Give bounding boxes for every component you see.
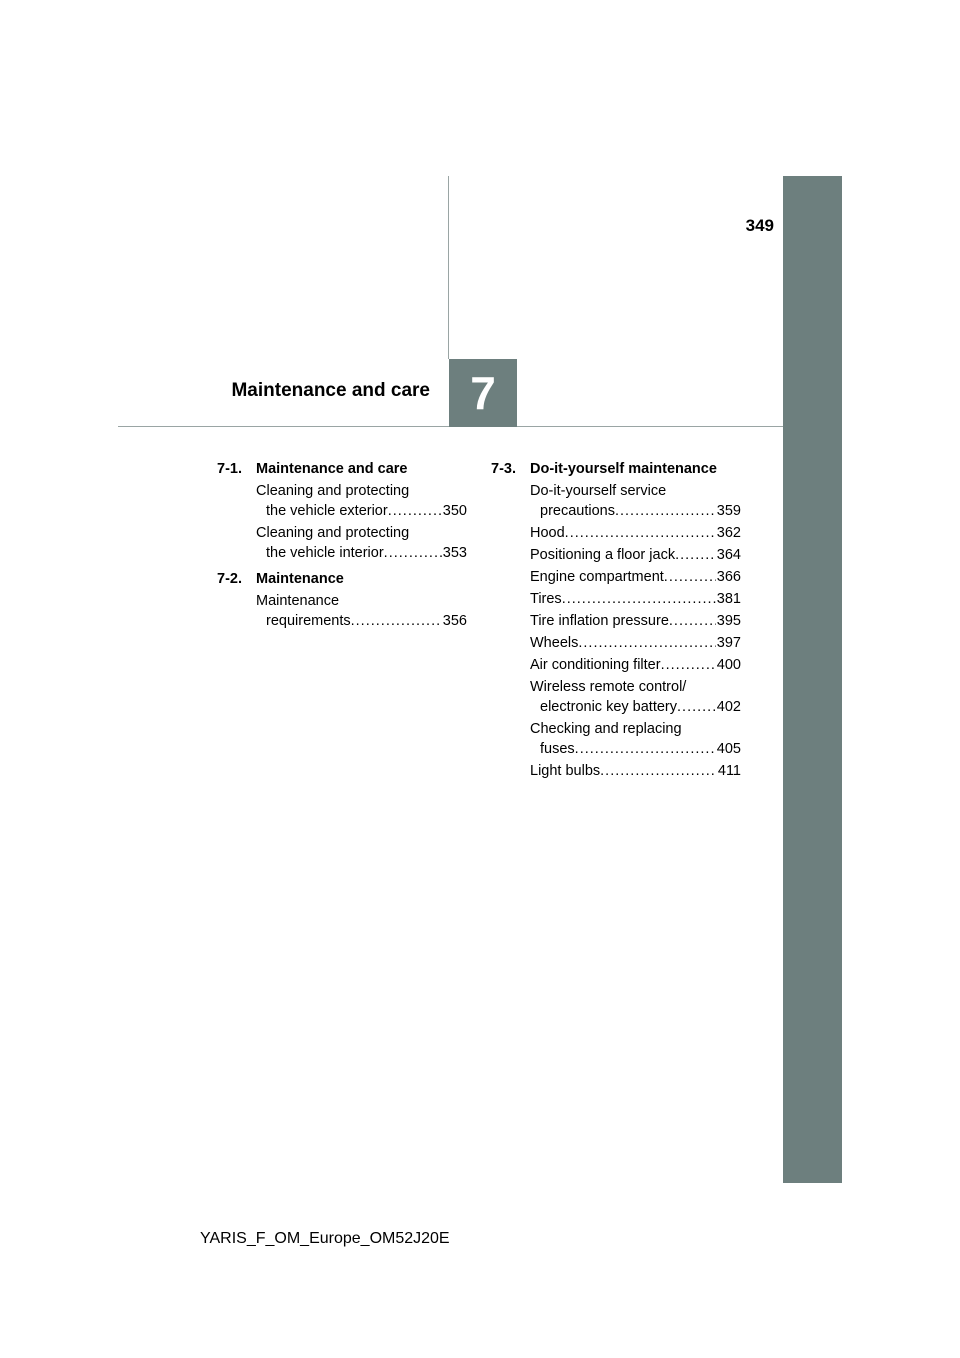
toc-entry[interactable] [530, 567, 741, 587]
toc-entry[interactable] [530, 761, 741, 781]
entry-page: 359 [716, 503, 741, 519]
chapter-title: Maintenance and care [231, 380, 430, 401]
dot-leader [578, 633, 715, 653]
entry-page: 381 [716, 591, 741, 607]
section-title: Maintenance and care [256, 461, 408, 477]
entry-title-line2: precautions [540, 503, 615, 519]
entry-title: Light bulbs [530, 763, 601, 779]
toc-entry[interactable] [530, 677, 741, 717]
toc-right-column [491, 459, 741, 787]
section-number: 7-1. [217, 461, 242, 477]
entry-title-line1: Wireless remote control/ [530, 679, 687, 695]
entry-page: 353 [442, 545, 467, 561]
toc-entry[interactable] [530, 523, 741, 543]
entry-title: Positioning a floor jack [530, 547, 676, 563]
entry-title-line2: the vehicle exterior [266, 503, 388, 519]
entry-page: 402 [716, 699, 741, 715]
dot-leader [575, 739, 716, 759]
toc-section [217, 569, 467, 631]
toc-section-heading[interactable] [217, 459, 467, 479]
toc-section-heading[interactable] [217, 569, 467, 589]
toc-entry[interactable] [256, 523, 467, 563]
section-number: 7-2. [217, 571, 242, 587]
dot-leader [388, 501, 442, 521]
chapter-sidebar-bar [783, 176, 842, 1183]
entry-title-line2: fuses [540, 741, 575, 757]
entry-page: 397 [716, 635, 741, 651]
chapter-number: 7 [470, 367, 496, 419]
entry-page: 405 [716, 741, 741, 757]
dot-leader [384, 543, 442, 563]
toc-left-column [217, 459, 467, 637]
entry-page: 411 [717, 763, 741, 779]
entry-title: Engine compartment [530, 569, 664, 585]
toc-entry[interactable] [530, 545, 741, 565]
toc-section [217, 459, 467, 563]
toc-entry[interactable] [256, 591, 467, 631]
toc-section-heading[interactable] [491, 459, 741, 479]
toc-entry[interactable] [530, 719, 741, 759]
entry-title: Tire inflation pressure [530, 613, 669, 629]
entry-page: 366 [716, 569, 741, 585]
entry-title: Hood [530, 525, 565, 541]
dot-leader [675, 545, 716, 565]
entry-title-line2: the vehicle interior [266, 545, 384, 561]
vertical-rule [448, 176, 449, 359]
dot-leader [565, 523, 716, 543]
entry-title-line1: Maintenance [256, 593, 340, 609]
section-title: Maintenance [256, 571, 344, 587]
toc-entry[interactable] [530, 481, 741, 521]
dot-leader [677, 697, 716, 717]
dot-leader [669, 611, 716, 631]
dot-leader [664, 567, 716, 587]
entry-title-line1: Cleaning and protecting [256, 525, 410, 541]
entry-title-line1: Cleaning and protecting [256, 483, 410, 499]
entry-title: Tires [530, 591, 562, 607]
dot-leader [562, 589, 716, 609]
dot-leader [661, 655, 716, 675]
entry-title: Wheels [530, 635, 579, 651]
toc-entry[interactable] [256, 481, 467, 521]
entry-page: 364 [716, 547, 741, 563]
chapter-number-box [449, 359, 517, 427]
entry-title-line1: Do-it-yourself service [530, 483, 667, 499]
document-code: YARIS_F_OM_Europe_OM52J20E [200, 1230, 450, 1247]
entry-title-line1: Checking and replacing [530, 721, 682, 737]
toc-entry[interactable] [530, 611, 741, 631]
entry-title-line2: electronic key battery [540, 699, 678, 715]
toc-entry[interactable] [530, 589, 741, 609]
page-number: 349 [745, 216, 774, 235]
entry-page: 395 [716, 613, 741, 629]
section-title: Do-it-yourself maintenance [530, 461, 717, 477]
entry-title: Air conditioning filter [530, 657, 661, 673]
toc-section [491, 459, 741, 781]
entry-title-line2: requirements [266, 613, 351, 629]
toc-entry[interactable] [530, 655, 741, 675]
entry-page: 362 [716, 525, 741, 541]
dot-leader [615, 501, 716, 521]
toc-entry[interactable] [530, 633, 741, 653]
section-number: 7-3. [491, 461, 516, 477]
entry-page: 400 [716, 657, 741, 673]
entry-page: 356 [442, 613, 467, 629]
entry-page: 350 [442, 503, 467, 519]
dot-leader [351, 611, 442, 631]
dot-leader [600, 761, 717, 781]
